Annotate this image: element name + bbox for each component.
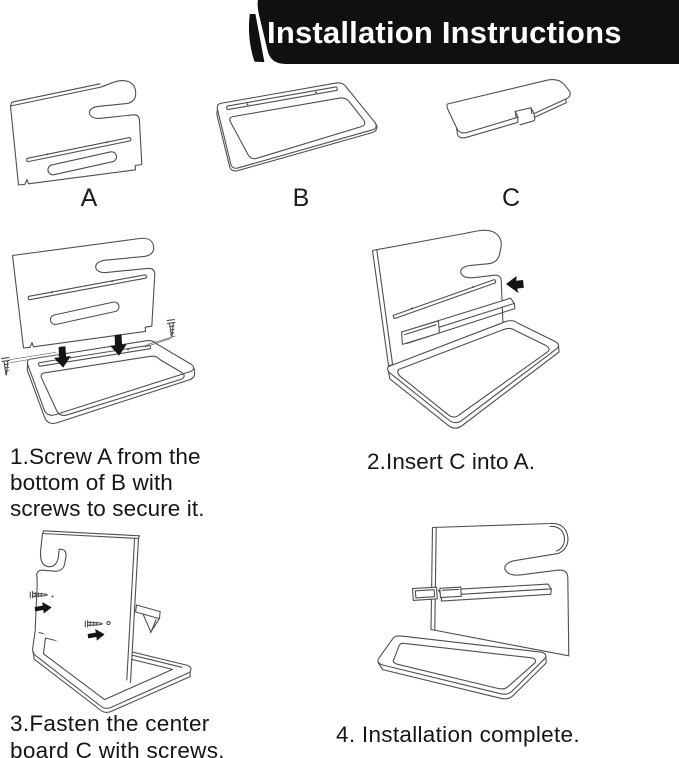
step-2-caption: [367, 449, 627, 475]
step-3-caption: [10, 710, 260, 758]
caption-line: bottom of B with: [10, 470, 173, 495]
panel-a: [13, 238, 155, 348]
step-1-illustration: [0, 228, 230, 440]
caption-line: 3.Fasten the center: [10, 711, 210, 736]
part-c-label: C: [501, 184, 521, 212]
part-b-illustration: [212, 80, 380, 176]
step-3-illustration: [12, 524, 240, 714]
screw-icon: [167, 320, 175, 337]
step-2-illustration: [362, 222, 620, 430]
part-c-illustration: [436, 76, 582, 144]
part-a-illustration: [2, 76, 152, 196]
shelf-c: [136, 605, 161, 632]
step-4-caption: [336, 721, 636, 748]
screw-icon: [2, 358, 10, 375]
step-4-illustration: [352, 502, 632, 712]
caption-line: 1.Screw A from the: [10, 444, 201, 469]
left-arrow-icon: [506, 276, 524, 293]
part-a-label: A: [80, 184, 98, 212]
caption-line: 2.Insert C into A.: [367, 449, 536, 474]
page-title: Installation Instructions: [267, 15, 622, 50]
caption-line: 4. Installation complete.: [336, 722, 580, 747]
part-b-label: B: [292, 184, 310, 212]
caption-line: screws to secure it.: [10, 496, 205, 521]
caption-line: board C with screws.: [10, 738, 225, 758]
step-1-caption: [10, 444, 240, 522]
title-banner: [240, 0, 679, 64]
